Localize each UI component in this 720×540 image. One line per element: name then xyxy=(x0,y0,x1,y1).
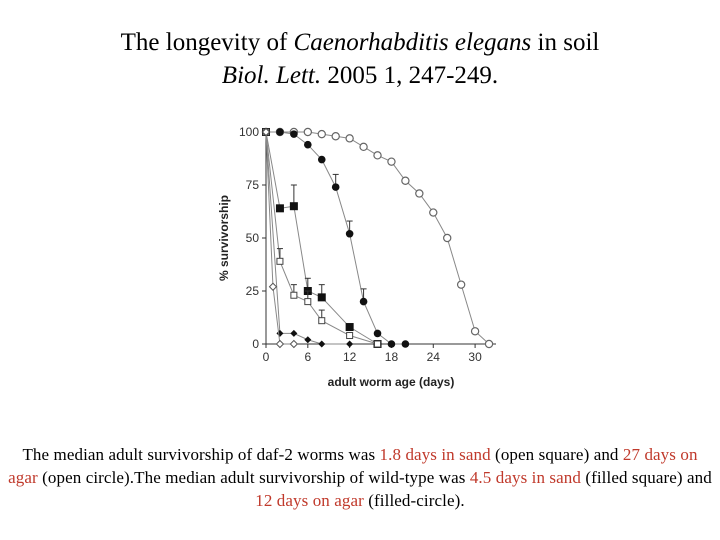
data-point xyxy=(319,318,325,324)
data-point xyxy=(290,341,297,348)
x-tick-label: 18 xyxy=(384,350,399,364)
y-tick-label: 100 xyxy=(238,125,259,139)
data-point xyxy=(388,158,395,165)
data-point xyxy=(346,230,354,238)
x-tick-label: 12 xyxy=(342,350,357,364)
data-point xyxy=(304,336,311,343)
y-tick-label: 50 xyxy=(245,231,259,245)
data-point xyxy=(402,177,409,184)
slide-title xyxy=(0,26,720,92)
caption xyxy=(8,443,712,512)
data-point xyxy=(318,131,325,138)
data-point xyxy=(318,156,326,164)
title-journal: Biol. Lett. xyxy=(221,62,322,89)
data-point xyxy=(416,190,423,197)
data-point xyxy=(388,340,396,348)
caption-text-5: (filled-circle). xyxy=(363,491,465,510)
data-point xyxy=(291,292,297,298)
caption-highlight-wt-agar: 12 days on agar xyxy=(255,491,364,510)
data-point xyxy=(290,202,298,210)
x-axis-label: adult worm age (days) xyxy=(327,375,455,389)
data-point xyxy=(332,183,340,191)
data-point xyxy=(375,341,381,347)
data-point xyxy=(304,141,312,149)
caption-text-1: The median adult survivorship of daf-2 worms was xyxy=(22,445,380,464)
data-point xyxy=(277,258,283,264)
data-point xyxy=(471,328,478,335)
series-line xyxy=(266,132,294,344)
data-point xyxy=(318,293,326,301)
data-point xyxy=(430,209,437,216)
data-point xyxy=(374,330,382,338)
chart-svg xyxy=(200,112,520,412)
x-tick-label: 24 xyxy=(426,350,440,364)
caption-text-3: (open circle).The median adult survivorship of wild-type was xyxy=(37,468,470,487)
data-point xyxy=(485,340,492,347)
data-point xyxy=(360,143,367,150)
series-line xyxy=(266,132,350,344)
title-line-2 xyxy=(0,59,720,92)
x-tick-label: 0 xyxy=(262,350,270,364)
data-point xyxy=(374,152,381,159)
caption-highlight-wt-sand: 4.5 days in sand xyxy=(469,468,581,487)
title-prefix: The longevity of xyxy=(120,29,294,56)
data-point xyxy=(269,283,276,290)
data-point xyxy=(332,133,339,140)
data-point xyxy=(276,128,284,136)
data-point xyxy=(304,128,311,135)
data-point xyxy=(318,341,325,348)
title-species: Caenorhabditis elegans xyxy=(293,29,532,56)
data-point xyxy=(458,281,465,288)
y-tick-label: 75 xyxy=(245,178,259,192)
data-point xyxy=(290,330,297,337)
data-point xyxy=(346,323,354,331)
data-point xyxy=(276,330,283,337)
title-line-1 xyxy=(0,26,720,59)
data-point xyxy=(276,341,283,348)
x-tick-label: 30 xyxy=(468,350,482,364)
caption-highlight-daf2-agar: 27 days on agar xyxy=(8,445,698,487)
data-point xyxy=(444,234,451,241)
caption-highlight-daf2-sand: 1.8 days in sand xyxy=(379,445,491,464)
data-point xyxy=(276,204,284,212)
data-point xyxy=(346,135,353,142)
y-tick-label: 25 xyxy=(245,284,259,298)
data-point xyxy=(305,299,311,305)
series-layer xyxy=(262,128,493,348)
data-point xyxy=(290,130,298,138)
survival-chart xyxy=(200,112,520,412)
title-citation: 2005 1, 247-249. xyxy=(321,62,499,89)
title-suffix: in soil xyxy=(531,29,600,56)
x-tick-label: 6 xyxy=(304,350,312,364)
y-axis-label: % survivorship xyxy=(217,194,231,282)
data-point xyxy=(346,341,353,348)
data-point xyxy=(360,298,368,306)
caption-text-4: (filled square) and xyxy=(580,468,712,487)
y-tick-label: 0 xyxy=(252,337,259,351)
data-point xyxy=(402,340,410,348)
caption-text-2: (open square) and xyxy=(490,445,623,464)
data-point xyxy=(347,333,353,339)
